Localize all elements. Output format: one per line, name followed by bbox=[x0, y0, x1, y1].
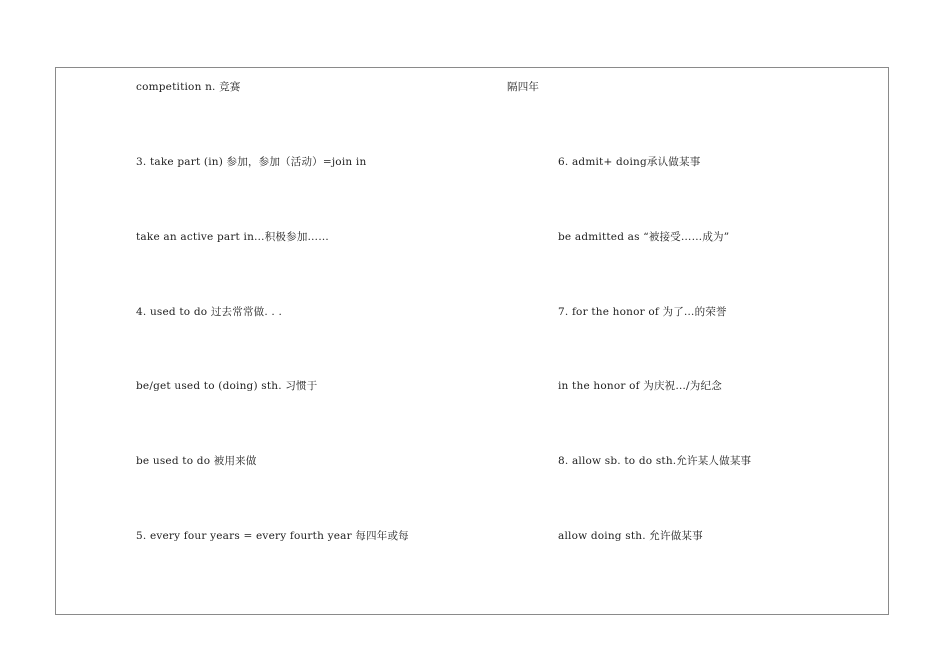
phrase-take-part: 3. take part (in) 参加，参加（活动）=join in bbox=[136, 156, 367, 168]
heading-competition: competition n. 竞赛 bbox=[136, 81, 241, 93]
phrase-be-get-used-to: be/get used to (doing) sth. 习惯于 bbox=[136, 380, 318, 392]
phrase-admit-doing: 6. admit+ doing承认做某事 bbox=[558, 156, 701, 168]
phrase-in-the-honor-of: in the honor of 为庆祝…/为纪念 bbox=[558, 380, 722, 392]
text-every-four-years-cont: 隔四年 bbox=[507, 81, 540, 93]
phrase-be-used-to-do: be used to do 被用来做 bbox=[136, 455, 257, 467]
phrase-for-the-honor-of: 7. for the honor of 为了…的荣誉 bbox=[558, 306, 727, 318]
phrase-every-four-years: 5. every four years = every fourth year 每四年或每 bbox=[136, 530, 409, 542]
phrase-allow-doing: allow doing sth. 允许做某事 bbox=[558, 530, 703, 542]
phrase-used-to-do: 4. used to do 过去常常做. . . bbox=[136, 306, 283, 318]
phrase-allow-sb-to-do: 8. allow sb. to do sth.允许某人做某事 bbox=[558, 455, 752, 467]
phrase-be-admitted-as: be admitted as “被接受……成为” bbox=[558, 231, 730, 243]
phrase-take-active-part: take an active part in…积极参加…… bbox=[136, 231, 329, 243]
